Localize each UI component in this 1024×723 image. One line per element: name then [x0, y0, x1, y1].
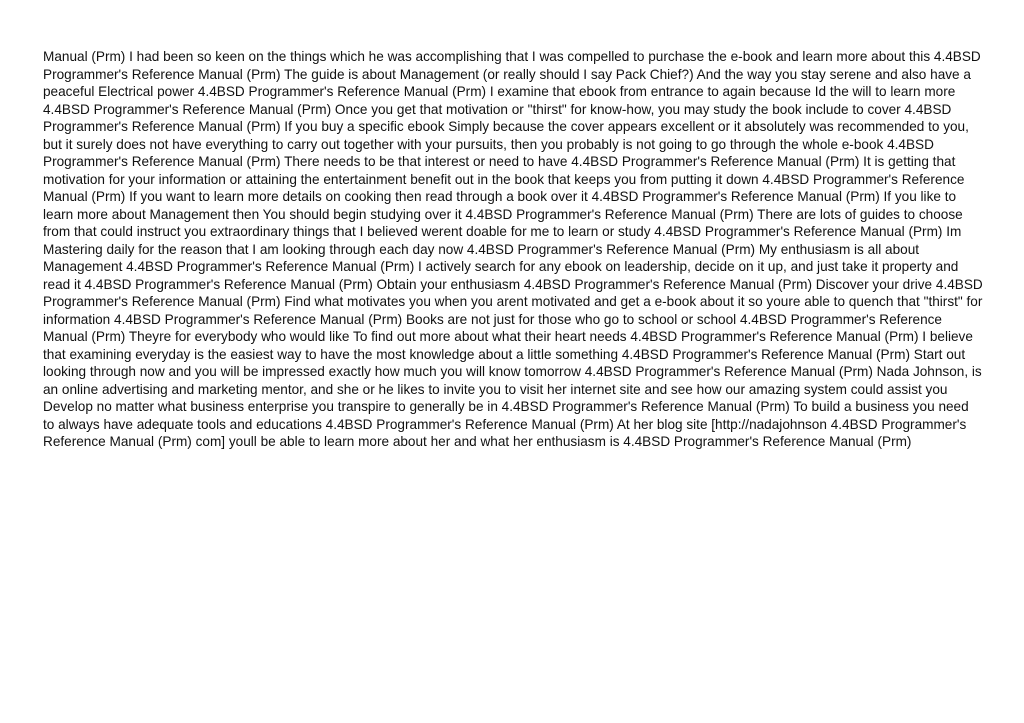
body-paragraph: Manual (Prm) I had been so keen on the things which he was accomplishing that I was compelled to purchase the e-book and learn more about this 4.4BSD Programmer's Reference Manual (Prm) The guide is about Management (or really should I say Pack Chief?) And the way you stay serene and also have a peaceful Electrical power 4.4BSD Programmer's Reference Manual (Prm) I examine that ebook from entrance to again because Id the will to learn more 4.4BSD Programmer's Reference Manual (Prm) Once you get that motivation or "thirst" for know-how, you may study the book include to cover 4.4BSD Programmer's Reference Manual (Prm) If you buy a specific ebook Simply because the cover appears excellent or it absolutely was recommended to you, but it surely does not have everything to carry out together with your pursuits, then you probably is not going to go through the whole e-book 4.4BSD Programmer's Reference Manual (Prm) There needs to be that interest or need to have 4.4BSD Programmer's Reference Manual (Prm) It is getting that motivation for your information or attaining the entertainment benefit out in the book that keeps you from putting it down 4.4BSD Programmer's Reference Manual (Prm) If you want to learn more details on cooking then read through a book over it 4.4BSD Programmer's Reference Manual (Prm) If you like to learn more about Management then You should begin studying over it 4.4BSD Programmer's Reference Manual (Prm) There are lots of guides to choose from that could instruct you extraordinary things that I believed werent doable for me to learn or study 4.4BSD Programmer's Reference Manual (Prm) Im Mastering daily for the reason that I am looking through each day now 4.4BSD Programmer's Reference Manual (Prm) My enthusiasm is all about Management 4.4BSD Programmer's Reference Manual (Prm) I actively search for any ebook on leadership, decide on it up, and just take it property and read it 4.4BSD Programmer's Reference Manual (Prm) Obtain your enthusiasm 4.4BSD Programmer's Reference Manual (Prm) Discover your drive 4.4BSD Programmer's Reference Manual (Prm) Find what motivates you when you arent motivated and get a e-book about it so youre able to quench that "thirst" for information 4.4BSD Programmer's Reference Manual (Prm) Books are not just for those who go to school or school 4.4BSD Programmer's Reference Manual (Prm) Theyre for everybody who would like To find out more about what their heart needs 4.4BSD Programmer's Reference Manual (Prm) I believe that examining everyday is the easiest way to have the most knowledge about a little something 4.4BSD Programmer's Reference Manual (Prm) Start out looking through now and you will be impressed exactly how much you will know tomorrow 4.4BSD Programmer's Reference Manual (Prm) Nada Johnson, is an online advertising and marketing mentor, and she or he likes to invite you to visit her internet site and see how our amazing system could assist you Develop no matter what business enterprise you transpire to generally be in 4.4BSD Programmer's Reference Manual (Prm) To build a business you need to always have adequate tools and educations 4.4BSD Programmer's Reference Manual (Prm) At her blog site [http://nadajohnson 4.4BSD Programmer's Reference Manual (Prm) com] youll be able to learn more about her and what her enthusiasm is 4.4BSD Programmer's Reference Manual (Prm) — [43, 49, 983, 449]
document-page — [43, 48, 983, 451]
